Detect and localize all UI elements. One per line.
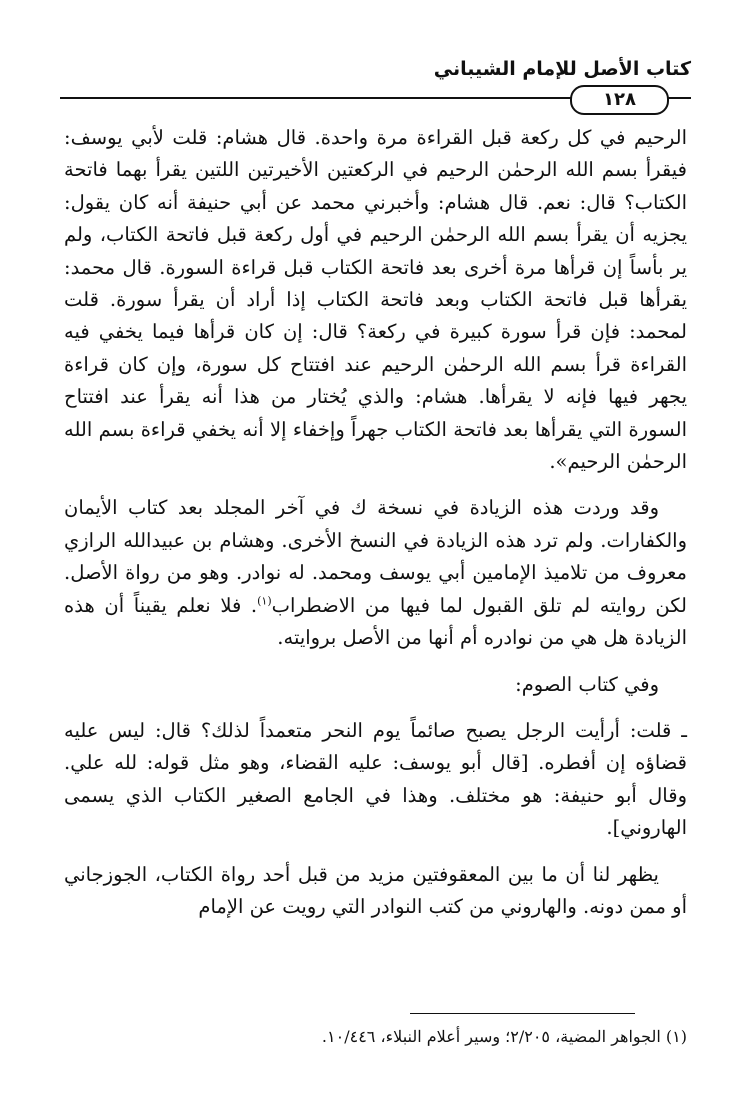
paragraph-4: ـ قلت: أرأيت الرجل يصبح صائماً يوم النحر متعمداً لذلك؟ قال: ليس عليه قضاؤه إن أفطره. [قال أبو يوسف: عليه القضاء، وهو مثل قوله: لله علي. وقال أبو حنيفة: هو مختلف. وهذا في الجامع الصغير الكتاب الذي يسمى الهاروني]. [64,718,687,840]
paragraph-2-text-b: . فلا نعلم يقيناً أن هذه الزيادة هل هي من نوادره أم أنها من الأصل بروايته. [64,593,687,650]
running-title: كتاب الأصل للإمام الشيباني [433,58,691,80]
main-text [64,122,687,923]
paragraph-2-text-a: وقد وردت هذه الزيادة في نسخة ك في آخر المجلد بعد كتاب الأيمان والكفارات. ولم ترد هذه الزيادة في النسخ الأخرى. وهشام بن عبيدالله الرازي معروف من تلاميذ الإمامين أبي يوسف ومحمد. له نوادر. وهو من رواة الأصل. لكن روايته لم تلق القبول لما فيها من الاضطراب [64,496,687,617]
paragraph-5: يظهر لنا أن ما بين المعقوفتين مزيد من قبل أحد رواة الكتاب، الجوزجاني أو ممن دونه. والهاروني من كتب النوادر التي رويت عن الإمام [64,862,687,918]
page-number-badge: ١٢٨ [570,85,669,115]
paragraph-2 [64,492,687,654]
footnote-reference[interactable]: (١) [257,594,272,608]
paragraph-1: الرحيم في كل ركعة قبل القراءة مرة واحدة. قال هشام: قلت لأبي يوسف: فيقرأ بسم الله الرحمٰن الرحيم في الركعتين الأخيرتين اللتين يقرأ بهما فاتحة الكتاب؟ قال: نعم. قال هشام: وأخبرني محمد عن أبي حنيفة أنه كان يقول: يجزيه أن يقرأ بسم الله الرحمٰن الرحيم في أول ركعة قبل فاتحة الكتاب، ولم ير بأساً إن قرأها مرة أخرى بعد فاتحة الكتاب قبل قراءة السورة. قال محمد: يقرأها قبل فاتحة الكتاب وبعد فاتحة الكتاب إذا أراد أن يقرأ سورة. قلت لمحمد: فإن قرأ سورة كبيرة في ركعة؟ قال: إن كان قرأها فيما يخفي فيه القراءة قرأ بسم الله الرحمٰن الرحيم عند افتتاح كل سورة، وإن كان قراءة يجهر فيها فإنه لا يقرأها. هشام: والذي يُختار من هذا أنه يقرأ عند افتتاح السورة التي يقرأها بعد فاتحة الكتاب جهراً وإخفاء إلا أنه يخفي قراءة بسم الله الرحمٰن الرحيم». [64,126,687,474]
paragraph-3: وفي كتاب الصوم: [515,672,659,696]
footnote-1: (١) الجواهر المضية، ٢/٢٠٥؛ وسير أعلام النبلاء، ١٠/٤٤٦. [321,1027,687,1046]
footnote-rule [410,1013,635,1014]
